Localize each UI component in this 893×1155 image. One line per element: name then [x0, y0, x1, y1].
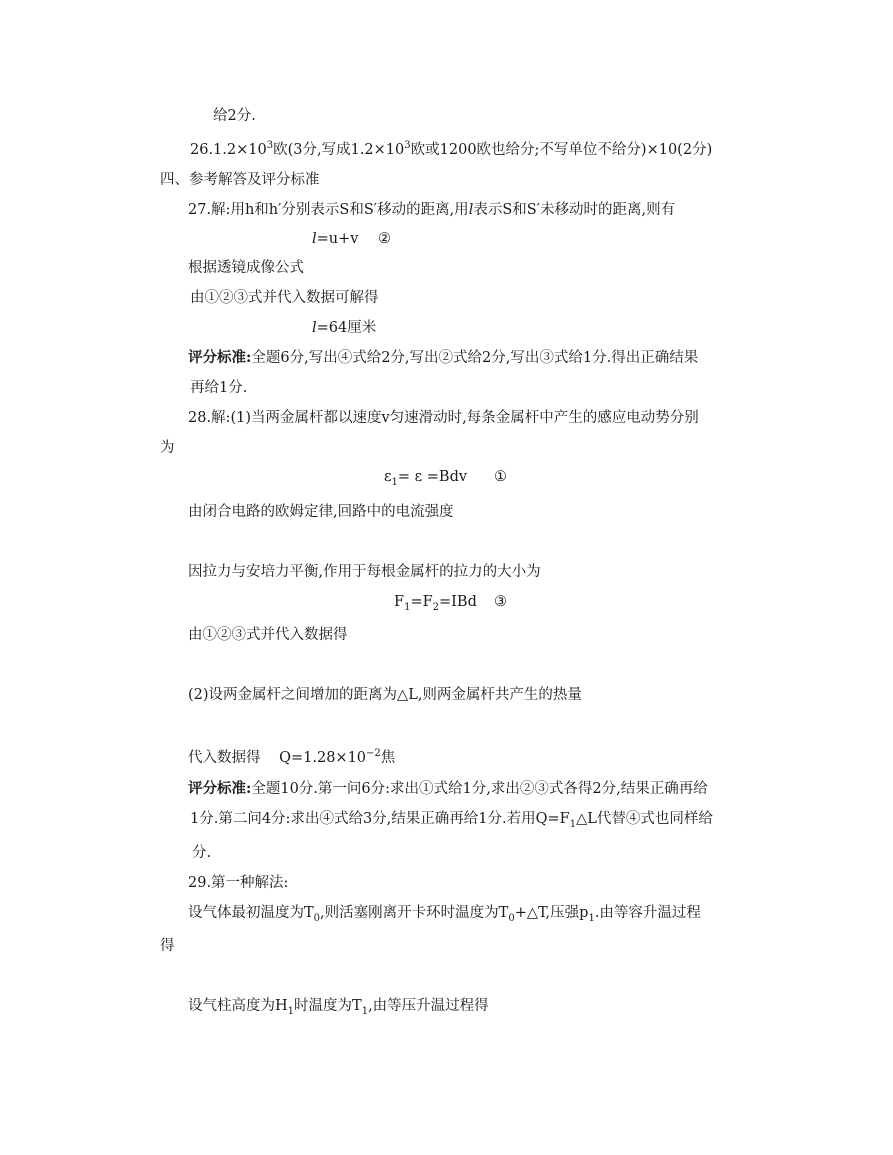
text: +△T,压强p	[514, 905, 589, 921]
subscript: 0	[508, 913, 515, 924]
text: 分.	[192, 845, 212, 861]
text-line	[190, 140, 712, 160]
text: 根据透镜成像公式	[188, 260, 304, 276]
text-line	[190, 378, 247, 398]
formula-line	[312, 229, 391, 249]
text: 欧(3分,写成1.2×10	[273, 142, 405, 158]
text: 四、参考解答及评分标准	[160, 172, 320, 188]
text: =F	[410, 594, 433, 610]
text: ε	[384, 469, 392, 485]
formula-line	[394, 592, 507, 613]
text: .由等容升温过程	[594, 905, 701, 921]
text-line	[188, 408, 699, 428]
text: 焦	[380, 750, 396, 766]
text: ,则活塞刚离开卡环时温度为T	[320, 905, 509, 921]
italic-variable: l	[312, 231, 317, 247]
text-line	[188, 996, 489, 1016]
formula-line	[312, 318, 376, 338]
superscript: −2	[366, 748, 381, 759]
text: 全题10分.第一问6分:求出①式给1分,求出②③式各得2分,结果正确再给	[251, 781, 708, 797]
bold-label: 评分标准:	[188, 349, 252, 366]
equation-number: ②	[378, 231, 391, 247]
text: F	[394, 594, 405, 610]
text: 得	[160, 938, 175, 954]
subscript: 1	[588, 913, 595, 924]
text: 全题6分,写出④式给2分,写出②式给2分,写出③式给1分.得出正确结果	[251, 350, 699, 366]
text-line	[188, 258, 304, 278]
text: Q=1.28×10	[279, 750, 367, 766]
text: 设气柱高度为H	[188, 998, 288, 1014]
text-line	[188, 625, 348, 645]
subscript: 1	[404, 602, 411, 613]
text: 29.第一种解法:	[188, 875, 289, 891]
text-line	[190, 809, 713, 829]
text-line	[160, 936, 175, 956]
text: =IBd	[439, 594, 477, 610]
text: 27.解:用h和h′分别表示S和S′移动的距离,用	[188, 202, 469, 218]
superscript: 3	[266, 140, 274, 151]
text: 因拉力与安培力平衡,作用于每根金属杆的拉力的大小为	[188, 564, 541, 580]
text: △L代替④式也同样给	[576, 811, 713, 827]
text: =64厘米	[316, 320, 377, 336]
text-line	[213, 106, 256, 126]
subscript: 1	[287, 1006, 295, 1017]
equation-number: ①	[494, 469, 507, 485]
text: 给2分.	[213, 108, 256, 124]
subscript: 2	[432, 602, 440, 613]
text: 时温度为T	[294, 998, 362, 1014]
text-line	[188, 748, 395, 768]
text-line	[188, 685, 582, 705]
text: (2)设两金属杆之间增加的距离为△L,则两金属杆共产生的热量	[188, 687, 582, 703]
formula-line	[384, 467, 507, 488]
text-line	[188, 200, 675, 220]
text: 为	[160, 440, 175, 456]
equation-number: ③	[494, 594, 507, 610]
subscript: 1	[361, 1006, 369, 1017]
text-line	[160, 438, 175, 458]
text: 表示S和S′未移动时的距离,则有	[473, 202, 676, 218]
text: 设气体最初温度为T	[188, 905, 314, 921]
text: 再给1分.	[190, 380, 248, 396]
text-line	[190, 288, 379, 308]
text: 28.解:(1)当两金属杆都以速度v匀速滑动时,每条金属杆中产生的感应电动势分别	[188, 410, 699, 426]
text: 欧或1200欧也给分;不写单位不给分)×10(2分)	[410, 142, 713, 158]
text: 26.1.2×10	[190, 142, 267, 158]
text-line	[188, 903, 701, 923]
text: 1分.第二问4分:求出④式给3分,结果正确再给1分.若用Q=F	[190, 811, 570, 827]
italic-variable: l	[312, 320, 317, 336]
section-heading	[160, 170, 320, 190]
text: =u+v	[316, 231, 359, 247]
text: ,由等压升温过程得	[368, 998, 489, 1014]
text: 代入数据得	[188, 750, 261, 766]
text-line	[188, 873, 288, 893]
superscript: 3	[404, 140, 411, 151]
italic-variable: l	[468, 202, 474, 218]
subscript: 1	[569, 819, 577, 830]
text-line	[188, 502, 454, 522]
bold-label: 评分标准:	[188, 780, 252, 797]
text: 由闭合电路的欧姆定律,回路中的电流强度	[188, 504, 454, 520]
text-line	[192, 843, 211, 863]
text: = ε =Bdv	[397, 469, 468, 485]
text: 由①②③式并代入数据得	[188, 627, 348, 643]
text-line	[188, 562, 541, 582]
text: 由①②③式并代入数据可解得	[190, 290, 379, 306]
grading-criteria	[188, 779, 708, 799]
subscript: 1	[391, 477, 398, 488]
grading-criteria	[188, 348, 698, 368]
subscript: 0	[313, 913, 321, 924]
